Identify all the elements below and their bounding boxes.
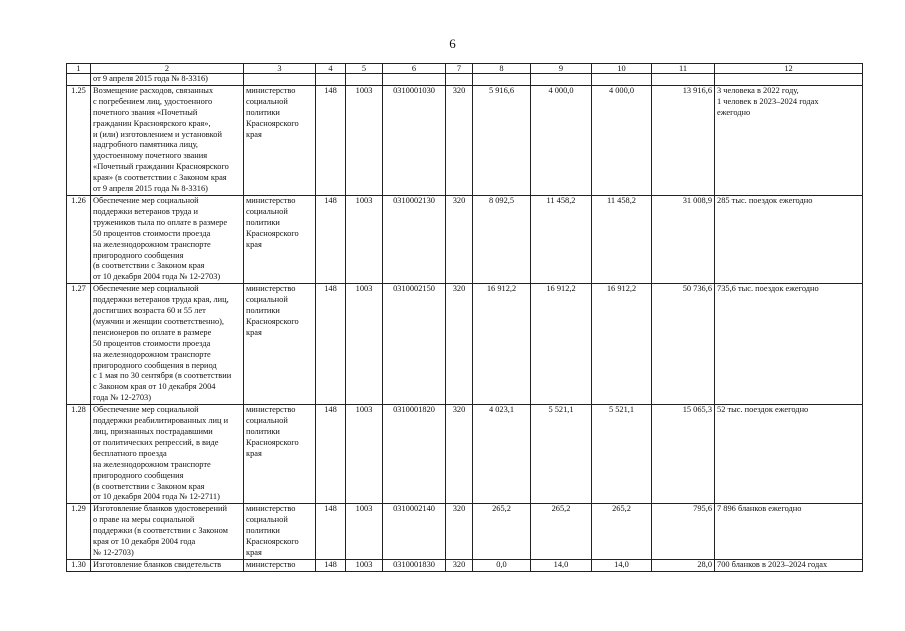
- amount-year-3: 11 458,2: [592, 195, 652, 283]
- column-header: 8: [473, 64, 531, 74]
- section-code: 1003: [346, 559, 383, 571]
- amount-total: 15 065,3: [652, 405, 715, 504]
- column-header: 10: [592, 64, 652, 74]
- amount-year-2: 14,0: [531, 559, 592, 571]
- grbs-code: 148: [316, 85, 346, 195]
- responsible-ministry: министерство: [244, 559, 316, 571]
- grbs-code: 148: [316, 559, 346, 571]
- responsible-ministry: министерство социальной политики Красноярского края: [244, 195, 316, 283]
- amount-year-3: 14,0: [592, 559, 652, 571]
- column-header: 3: [244, 64, 316, 74]
- section-code: 1003: [346, 284, 383, 405]
- amount-year-2: 4 000,0: [531, 85, 592, 195]
- column-header: 4: [316, 64, 346, 74]
- table-row: [67, 405, 863, 504]
- expected-result: 735,6 тыс. поездок ежегодно: [715, 284, 863, 405]
- column-numbers-row: [67, 64, 863, 74]
- column-header: 2: [91, 64, 244, 74]
- section-code: 1003: [346, 405, 383, 504]
- expense-type-code: 320: [446, 504, 473, 560]
- expected-result: 700 бланков в 2023–2024 годах: [715, 559, 863, 571]
- amount-total: 31 008,9: [652, 195, 715, 283]
- table-row: [67, 284, 863, 405]
- table-row: [67, 504, 863, 560]
- target-code: 0310002140: [383, 504, 446, 560]
- column-header: 7: [446, 64, 473, 74]
- activity-name: Возмещение расходов, связанных с погребением лиц, удостоенного почетного звания «Почетный гражданин Красноярского края», и (или) изготовлением и установкой надгробного памятника лицу, удостоенному почетного звания «Почетный гражданин Красноярского края» (в соответствии с Законом края от 9 апреля 2015 года № 8-3316): [91, 85, 244, 195]
- amount-total: 795,6: [652, 504, 715, 560]
- activity-name: Изготовление бланков удостоверений о праве на меры социальной поддержки (в соответствии с Законом края от 10 декабря 2004 года № 12-2703): [91, 504, 244, 560]
- continuation-row: [67, 74, 863, 86]
- expense-type-code: 320: [446, 284, 473, 405]
- target-code: 0310001830: [383, 559, 446, 571]
- amount-year-1: 16 912,2: [473, 284, 531, 405]
- row-number: 1.25: [67, 85, 91, 195]
- responsible-ministry: министерство социальной политики Красноярского края: [244, 85, 316, 195]
- table-row: [67, 85, 863, 195]
- continuation-text: от 9 апреля 2015 года № 8-3316): [91, 74, 244, 86]
- column-header: 11: [652, 64, 715, 74]
- amount-year-1: 0,0: [473, 559, 531, 571]
- amount-year-2: 5 521,1: [531, 405, 592, 504]
- budget-table: [66, 63, 863, 572]
- amount-year-1: 8 092,5: [473, 195, 531, 283]
- expense-type-code: 320: [446, 195, 473, 283]
- section-code: 1003: [346, 195, 383, 283]
- amount-year-1: 265,2: [473, 504, 531, 560]
- row-number: 1.30: [67, 559, 91, 571]
- expected-result: 285 тыс. поездок ежегодно: [715, 195, 863, 283]
- target-code: 0310001820: [383, 405, 446, 504]
- amount-year-3: 4 000,0: [592, 85, 652, 195]
- row-number: 1.28: [67, 405, 91, 504]
- responsible-ministry: министерство социальной политики Красноярского края: [244, 504, 316, 560]
- grbs-code: 148: [316, 405, 346, 504]
- expense-type-code: 320: [446, 405, 473, 504]
- target-code: 0310002130: [383, 195, 446, 283]
- activity-name: Обеспечение мер социальной поддержки ветеранов труда края, лиц, достигших возраста 60 и 55 лет (мужчин и женщин соответственно), пенсионеров по оплате в размере 50 процентов стоимости проезда на железнодорожном транспорте пригородного сообщения в период с 1 мая по 30 сентября (в соответствии с Законом края от 10 декабря 2004 года № 12-2703): [91, 284, 244, 405]
- table-row: [67, 195, 863, 283]
- column-header: 5: [346, 64, 383, 74]
- grbs-code: 148: [316, 504, 346, 560]
- target-code: 0310002150: [383, 284, 446, 405]
- table-row: [67, 559, 863, 571]
- amount-year-3: 5 521,1: [592, 405, 652, 504]
- expense-type-code: 320: [446, 559, 473, 571]
- amount-year-1: 5 916,6: [473, 85, 531, 195]
- section-code: 1003: [346, 85, 383, 195]
- row-number: 1.26: [67, 195, 91, 283]
- amount-year-3: 265,2: [592, 504, 652, 560]
- amount-year-1: 4 023,1: [473, 405, 531, 504]
- amount-year-2: 11 458,2: [531, 195, 592, 283]
- amount-total: 13 916,6: [652, 85, 715, 195]
- expected-result: 52 тыс. поездок ежегодно: [715, 405, 863, 504]
- target-code: 0310001030: [383, 85, 446, 195]
- grbs-code: 148: [316, 284, 346, 405]
- expected-result: 3 человека в 2022 году, 1 человек в 2023–2024 годах ежегодно: [715, 85, 863, 195]
- section-code: 1003: [346, 504, 383, 560]
- column-header: 6: [383, 64, 446, 74]
- expense-type-code: 320: [446, 85, 473, 195]
- expected-result: 7 896 бланков ежегодно: [715, 504, 863, 560]
- row-number: 1.29: [67, 504, 91, 560]
- activity-name: Изготовление бланков свидетельств: [91, 559, 244, 571]
- row-number: 1.27: [67, 284, 91, 405]
- responsible-ministry: министерство социальной политики Красноярского края: [244, 284, 316, 405]
- responsible-ministry: министерство социальной политики Красноярского края: [244, 405, 316, 504]
- activity-name: Обеспечение мер социальной поддержки реабилитированных лиц и лиц, признанных пострадавшими от политических репрессий, в виде бесплатного проезда на железнодорожном транспорте пригородного сообщения (в соответствии с Законом края от 10 декабря 2004 года № 12-2711): [91, 405, 244, 504]
- amount-total: 28,0: [652, 559, 715, 571]
- activity-name: Обеспечение мер социальной поддержки ветеранов труда и тружеников тыла по оплате в размере 50 процентов стоимости проезда на железнодорожном транспорте пригородного сообщения (в соответствии с Законом края от 10 декабря 2004 года № 12-2703): [91, 195, 244, 283]
- amount-year-2: 16 912,2: [531, 284, 592, 405]
- amount-total: 50 736,6: [652, 284, 715, 405]
- column-header: 12: [715, 64, 863, 74]
- amount-year-2: 265,2: [531, 504, 592, 560]
- grbs-code: 148: [316, 195, 346, 283]
- column-header: 1: [67, 64, 91, 74]
- amount-year-3: 16 912,2: [592, 284, 652, 405]
- column-header: 9: [531, 64, 592, 74]
- page-number: 6: [449, 36, 456, 51]
